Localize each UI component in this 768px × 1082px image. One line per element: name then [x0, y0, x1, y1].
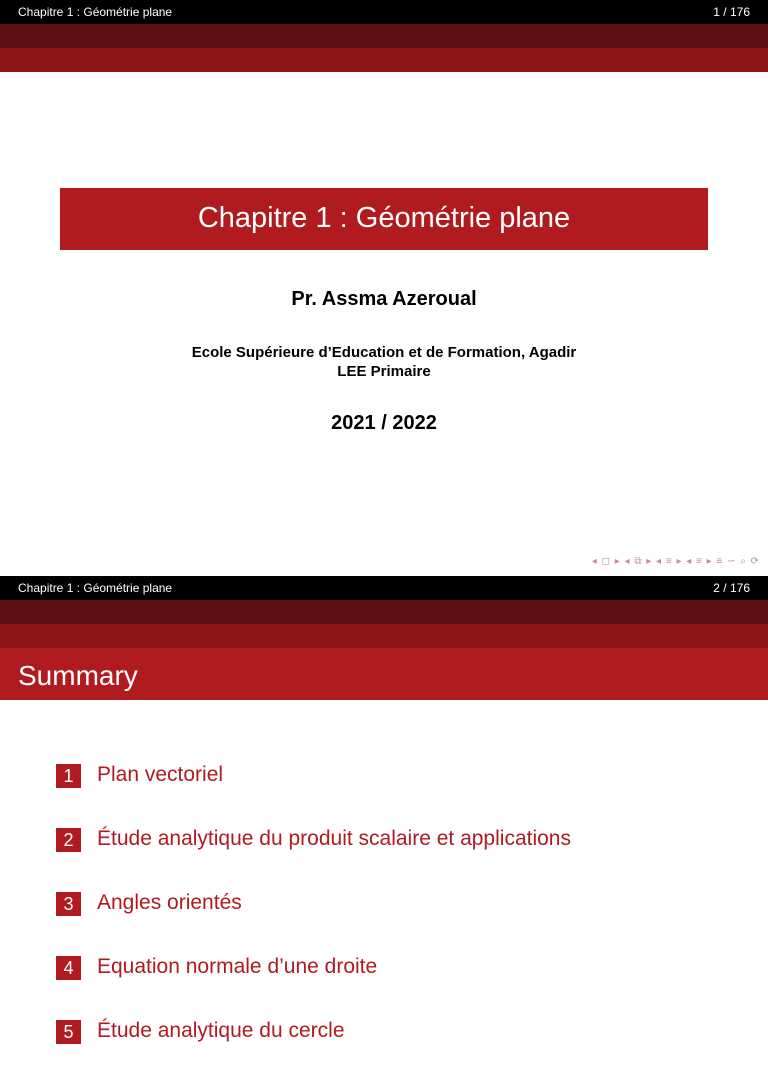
header-band-dark [0, 600, 768, 624]
slide-header [0, 576, 768, 600]
slide-2 [0, 576, 768, 1042]
header-title: Chapitre 1 : Géométrie plane [18, 581, 173, 595]
toc-item[interactable] [56, 890, 571, 954]
toc-label: Étude analytique du produit scalaire et applications [97, 827, 571, 850]
toc-number: 2 [56, 828, 81, 852]
page-number: 1 / 176 [713, 5, 750, 19]
header-band-red [0, 48, 768, 72]
academic-year: 2021 / 2022 [331, 412, 437, 434]
toc-item[interactable] [56, 1018, 571, 1082]
toc-number: 5 [56, 1020, 81, 1044]
toc-number: 1 [56, 764, 81, 788]
toc-label: Angles orientés [97, 891, 242, 914]
table-of-contents [56, 762, 571, 1082]
toc-number: 3 [56, 892, 81, 916]
program-name: LEE Primaire [337, 363, 431, 380]
beamer-navigation-icons[interactable]: ◂ ◻ ▸ ◂ ⧉ ▸ ◂ ≡ ▸ ◂ ≡ ▸ ≡ ∽ ⌕ ⟳ [591, 556, 760, 567]
toc-label: Étude analytique du cercle [97, 1019, 345, 1042]
toc-label: Equation normale d’une droite [97, 955, 378, 978]
toc-label: Plan vectoriel [97, 763, 224, 786]
toc-number: 4 [56, 956, 81, 980]
author-name: Pr. Assma Azeroual [291, 288, 477, 310]
header-band-red [0, 624, 768, 648]
frame-title: Summary [0, 648, 768, 700]
toc-item[interactable] [56, 954, 571, 1018]
page-number: 2 / 176 [713, 581, 750, 595]
slide-header [0, 0, 768, 24]
toc-item[interactable] [56, 762, 571, 826]
header-band-dark [0, 24, 768, 48]
institution-name: Ecole Supérieure d’Education et de Formation, Agadir [191, 344, 577, 361]
institution-block [0, 343, 768, 381]
header-title: Chapitre 1 : Géométrie plane [18, 5, 173, 19]
presentation-title: Chapitre 1 : Géométrie plane [60, 188, 708, 250]
toc-item[interactable] [56, 826, 571, 890]
